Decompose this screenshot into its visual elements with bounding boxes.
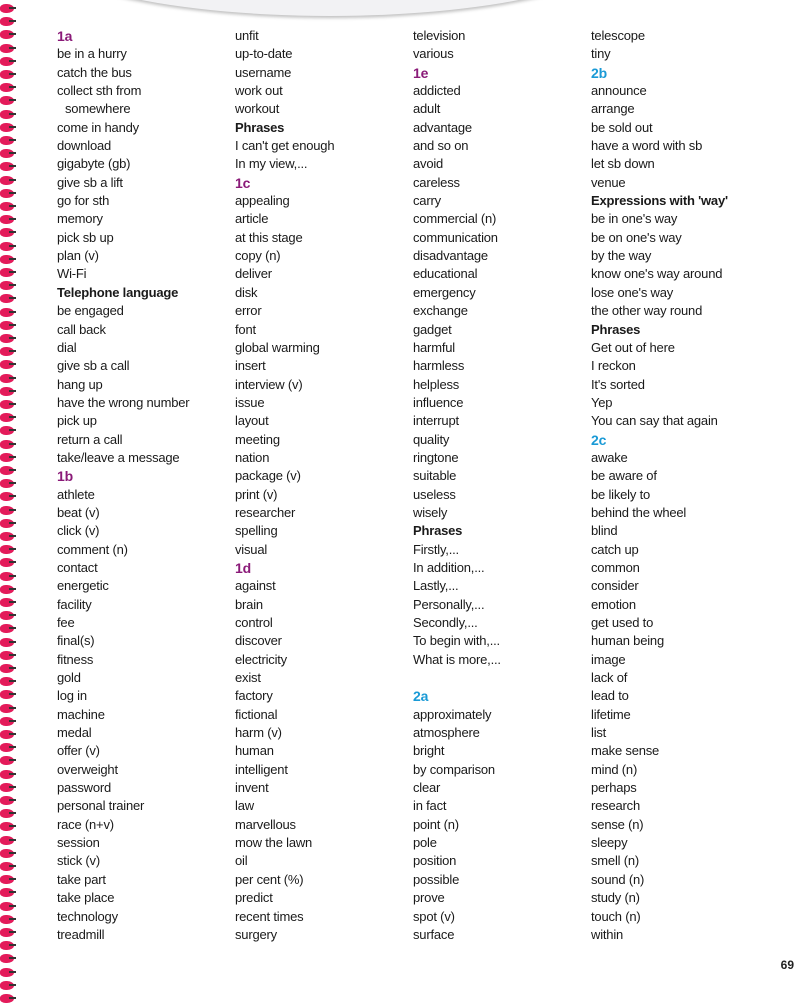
- vocab-entry: print (v): [235, 486, 278, 502]
- binding-ring: [0, 545, 14, 554]
- vocab-entry: athlete: [57, 486, 95, 502]
- binding-ring: [0, 519, 14, 528]
- vocab-entry: give sb a call: [57, 358, 130, 374]
- vocab-entry: pick up: [57, 413, 97, 429]
- vocab-entry: point (n): [413, 816, 459, 832]
- unit-heading: 1b: [57, 468, 73, 485]
- section-heading: Expressions with 'way': [591, 193, 728, 209]
- binding-ring: [0, 598, 14, 607]
- vocab-entry: useless: [413, 486, 456, 502]
- binding-ring: [0, 334, 14, 343]
- binding-ring: [0, 994, 14, 1003]
- vocab-entry: television: [413, 28, 466, 43]
- vocab-entry: ringtone: [413, 449, 459, 465]
- binding-ring: [0, 888, 14, 897]
- vocab-entry: layout: [235, 413, 269, 429]
- vocab-entry: offer (v): [57, 743, 100, 759]
- vocab-entry: sleepy: [591, 835, 628, 851]
- vocab-entry: dial: [57, 339, 77, 355]
- binding-ring: [0, 690, 14, 699]
- unit-heading: 1d: [235, 559, 251, 576]
- vocab-entry: avoid: [413, 156, 444, 172]
- binding-ring: [0, 479, 14, 488]
- vocab-entry: commercial (n): [413, 211, 497, 227]
- binding-ring: [0, 294, 14, 303]
- section-heading: Phrases: [235, 119, 285, 135]
- unit-heading: 1c: [235, 174, 251, 191]
- vocab-entry: arrange: [591, 101, 635, 117]
- vocab-entry: fitness: [57, 651, 94, 667]
- binding-ring: [0, 374, 14, 383]
- vocab-entry: awake: [591, 449, 628, 465]
- binding-ring: [0, 585, 14, 594]
- vocab-entry: bright: [413, 743, 445, 759]
- binding-ring: [0, 968, 14, 977]
- vocab-entry: at this stage: [235, 229, 303, 245]
- binding-ring: [0, 836, 14, 845]
- binding-ring: [0, 30, 14, 39]
- spacer: [413, 669, 588, 687]
- vocab-entry: call back: [57, 321, 106, 337]
- vocab-entry: let sb down: [591, 156, 655, 172]
- vocab-entry: have the wrong number: [57, 394, 190, 410]
- vocab-entry: be aware of: [591, 468, 657, 484]
- vocab-entry: harm (v): [235, 725, 282, 741]
- vocab-entry: return a call: [57, 431, 123, 447]
- vocab-entry: sense (n): [591, 816, 644, 832]
- vocab-entry: influence: [413, 394, 464, 410]
- binding-ring: [0, 281, 14, 290]
- vocab-entry: gigabyte (gb): [57, 156, 131, 172]
- vocab-entry: article: [235, 211, 269, 227]
- vocab-entry: be sold out: [591, 119, 653, 135]
- vocab-entry: be in a hurry: [57, 46, 127, 62]
- vocab-entry: somewhere: [65, 101, 131, 117]
- binding-ring: [0, 123, 14, 132]
- vocab-entry: download: [57, 138, 112, 154]
- binding-ring: [0, 202, 14, 211]
- binding-ring: [0, 215, 14, 224]
- binding-ring: [0, 4, 14, 13]
- binding-ring: [0, 360, 14, 369]
- vocab-entry: be on one's way: [591, 229, 682, 245]
- unit-heading: 2c: [591, 431, 607, 448]
- vocab-entry: perhaps: [591, 780, 637, 796]
- binding-ring: [0, 17, 14, 26]
- vocab-entry: machine: [57, 706, 105, 722]
- vocab-entry: take/leave a message: [57, 449, 180, 465]
- vocab-entry: carry: [413, 193, 441, 209]
- binding-ring: [0, 57, 14, 66]
- vocab-entry: take part: [57, 871, 106, 887]
- vocab-entry: suitable: [413, 468, 457, 484]
- vocab-entry: I can't get enough: [235, 138, 335, 154]
- vocab-entry: insert: [235, 358, 266, 374]
- vocab-entry: educational: [413, 266, 478, 282]
- vocab-entry: recent times: [235, 908, 304, 924]
- vocab-entry: unfit: [235, 28, 259, 43]
- vocab-entry: venue: [591, 174, 626, 190]
- vocab-entry: discover: [235, 633, 282, 649]
- vocab-entry: Yep: [591, 394, 613, 410]
- vocab-entry: emergency: [413, 284, 476, 300]
- binding-ring: [0, 149, 14, 158]
- vocab-entry: workout: [235, 101, 280, 117]
- vocab-entry: What is more,...: [413, 651, 501, 667]
- vocab-entry: work out: [235, 83, 283, 99]
- vocab-entry: by the way: [591, 248, 652, 264]
- vocab-entry: give sb a lift: [57, 174, 123, 190]
- vocab-entry: atmosphere: [413, 725, 480, 741]
- vocab-entry: meeting: [235, 431, 280, 447]
- vocab-entry: intelligent: [235, 761, 288, 777]
- vocab-entry: pole: [413, 835, 437, 851]
- vocab-entry: stick (v): [57, 853, 100, 869]
- vocab-entry: human being: [591, 633, 664, 649]
- vocab-entry: fictional: [235, 706, 278, 722]
- section-heading: Phrases: [413, 523, 463, 539]
- binding-ring: [0, 796, 14, 805]
- vocab-entry: lifetime: [591, 706, 631, 722]
- vocab-entry: make sense: [591, 743, 660, 759]
- vocab-entry: exchange: [413, 303, 468, 319]
- vocab-entry: predict: [235, 890, 273, 906]
- vocab-entry: clear: [413, 780, 441, 796]
- word-list-column-4: [591, 27, 766, 944]
- vocab-entry: pick sb up: [57, 229, 114, 245]
- vocab-entry: various: [413, 46, 454, 62]
- vocab-entry: gold: [57, 670, 81, 686]
- binding-ring: [0, 492, 14, 501]
- binding-ring: [0, 268, 14, 277]
- binding-ring: [0, 849, 14, 858]
- binding-ring: [0, 96, 14, 105]
- vocab-entry: by comparison: [413, 761, 495, 777]
- vocab-entry: image: [591, 651, 626, 667]
- vocab-entry: control: [235, 615, 273, 630]
- binding-ring: [0, 941, 14, 950]
- vocab-entry: lead to: [591, 688, 629, 704]
- binding-ring: [0, 228, 14, 237]
- vocab-entry: personal trainer: [57, 798, 145, 814]
- vocab-entry: facility: [57, 596, 92, 612]
- vocab-entry: announce: [591, 83, 647, 99]
- vocab-entry: package (v): [235, 468, 301, 484]
- binding-ring: [0, 611, 14, 620]
- word-list-column-3: [413, 27, 588, 944]
- vocab-entry: global warming: [235, 339, 320, 355]
- binding-ring: [0, 704, 14, 713]
- vocab-entry: comment (n): [57, 541, 128, 557]
- binding-ring: [0, 426, 14, 435]
- vocab-entry: interrupt: [413, 413, 459, 429]
- section-heading: Phrases: [591, 321, 641, 337]
- binding-ring: [0, 83, 14, 92]
- vocab-entry: the other way round: [591, 303, 703, 319]
- page-number: 69: [780, 958, 794, 972]
- vocab-entry: brain: [235, 596, 263, 612]
- vocab-entry: lack of: [591, 670, 628, 686]
- binding-ring: [0, 255, 14, 264]
- binding-ring: [0, 387, 14, 396]
- vocab-entry: It's sorted: [591, 376, 645, 392]
- vocab-entry: be in one's way: [591, 211, 678, 227]
- vocab-entry: fee: [57, 615, 75, 630]
- vocab-entry: invent: [235, 780, 269, 796]
- binding-ring: [0, 70, 14, 79]
- vocab-entry: harmless: [413, 358, 465, 374]
- vocab-entry: collect sth from: [57, 83, 142, 99]
- vocab-entry: treadmill: [57, 926, 105, 942]
- vocab-entry: careless: [413, 174, 460, 190]
- binding-ring: [0, 638, 14, 647]
- vocab-entry: take place: [57, 890, 115, 906]
- vocab-entry: human: [235, 743, 274, 759]
- vocab-entry: gadget: [413, 321, 452, 337]
- vocab-entry: nation: [235, 449, 270, 465]
- vocab-entry: harmful: [413, 339, 455, 355]
- vocab-entry: marvellous: [235, 816, 296, 832]
- vocab-entry: quality: [413, 431, 450, 447]
- vocab-entry: exist: [235, 670, 261, 686]
- binding-ring: [0, 862, 14, 871]
- vocab-entry: font: [235, 321, 256, 337]
- vocab-entry: log in: [57, 688, 87, 704]
- vocab-entry: spelling: [235, 523, 278, 539]
- vocab-entry: Wi-Fi: [57, 266, 87, 282]
- unit-heading: 1a: [57, 28, 73, 44]
- binding-ring: [0, 440, 14, 449]
- vocab-entry: researcher: [235, 504, 296, 520]
- vocab-entry: within: [591, 926, 624, 942]
- vocab-entry: mow the lawn: [235, 835, 313, 851]
- page-corner-curl: [20, 0, 640, 16]
- vocab-entry: click (v): [57, 523, 100, 539]
- vocab-entry: disadvantage: [413, 248, 488, 264]
- vocab-entry: overweight: [57, 761, 118, 777]
- vocab-entry: race (n+v): [57, 816, 114, 832]
- vocab-entry: behind the wheel: [591, 504, 687, 520]
- word-list-column-1: [57, 27, 232, 944]
- vocab-entry: In addition,...: [413, 559, 485, 575]
- vocab-entry: In my view,...: [235, 156, 308, 172]
- word-list-column-2: [235, 27, 410, 944]
- binding-ring: [0, 466, 14, 475]
- binding-ring: [0, 162, 14, 171]
- vocab-entry: common: [591, 559, 640, 575]
- vocab-entry: catch up: [591, 541, 639, 557]
- vocab-entry: tiny: [591, 46, 611, 62]
- vocab-entry: emotion: [591, 596, 636, 612]
- vocab-entry: addicted: [413, 83, 461, 99]
- vocab-entry: Get out of here: [591, 339, 675, 355]
- vocab-entry: adult: [413, 101, 441, 117]
- vocab-entry: possible: [413, 871, 460, 887]
- vocab-entry: surface: [413, 926, 455, 942]
- vocab-entry: electricity: [235, 651, 287, 667]
- vocab-entry: communication: [413, 229, 498, 245]
- vocab-entry: lose one's way: [591, 284, 674, 300]
- vocab-entry: factory: [235, 688, 273, 704]
- binding-ring: [0, 506, 14, 515]
- binding-ring: [0, 400, 14, 409]
- binding-ring: [0, 176, 14, 185]
- vocab-entry: Personally,...: [413, 596, 485, 612]
- vocab-entry: Lastly,...: [413, 578, 459, 594]
- binding-ring: [0, 730, 14, 739]
- vocab-entry: per cent (%): [235, 871, 304, 887]
- vocab-entry: beat (v): [57, 504, 100, 520]
- binding-ring: [0, 413, 14, 422]
- binding-ring: [0, 717, 14, 726]
- unit-heading: 2a: [413, 688, 429, 705]
- vocab-entry: wisely: [413, 504, 448, 520]
- binding-ring: [0, 347, 14, 356]
- vocab-entry: password: [57, 780, 112, 796]
- vocab-entry: be likely to: [591, 486, 651, 502]
- vocab-entry: list: [591, 725, 607, 741]
- vocab-entry: interview (v): [235, 376, 303, 392]
- binding-ring: [0, 822, 14, 831]
- binding-ring: [0, 677, 14, 686]
- section-heading: Telephone language: [57, 284, 179, 300]
- vocab-entry: energetic: [57, 578, 109, 594]
- vocab-entry: against: [235, 578, 276, 594]
- vocab-entry: Secondly,...: [413, 615, 478, 630]
- vocab-entry: consider: [591, 578, 639, 594]
- vocab-entry: go for sth: [57, 193, 110, 209]
- vocab-entry: smell (n): [591, 853, 640, 869]
- vocab-entry: know one's way around: [591, 266, 723, 282]
- vocab-entry: surgery: [235, 926, 277, 942]
- vocab-entry: To begin with,...: [413, 633, 500, 649]
- binding-ring: [0, 453, 14, 462]
- vocab-entry: copy (n): [235, 248, 281, 264]
- vocab-entry: oil: [235, 853, 248, 869]
- vocab-entry: deliver: [235, 266, 272, 282]
- vocab-entry: Firstly,...: [413, 541, 459, 557]
- binding-ring: [0, 664, 14, 673]
- vocab-entry: visual: [235, 541, 268, 557]
- binding-ring: [0, 44, 14, 53]
- binding-ring: [0, 321, 14, 330]
- vocab-entry: in fact: [413, 798, 447, 814]
- spiral-binding: [0, 0, 20, 1000]
- vocab-entry: get used to: [591, 615, 654, 630]
- binding-ring: [0, 875, 14, 884]
- vocab-entry: appealing: [235, 193, 290, 209]
- binding-ring: [0, 558, 14, 567]
- vocab-entry: position: [413, 853, 457, 869]
- vocab-entry: contact: [57, 559, 98, 575]
- vocab-entry: prove: [413, 890, 445, 906]
- vocab-entry: technology: [57, 908, 118, 924]
- vocab-entry: study (n): [591, 890, 640, 906]
- vocab-entry: I reckon: [591, 358, 636, 374]
- vocab-entry: blind: [591, 523, 618, 539]
- vocab-entry: up-to-date: [235, 46, 293, 62]
- vocab-entry: You can say that again: [591, 413, 718, 429]
- vocab-entry: issue: [235, 394, 265, 410]
- vocab-entry: spot (v): [413, 908, 455, 924]
- vocab-entry: and so on: [413, 138, 469, 154]
- binding-ring: [0, 624, 14, 633]
- binding-ring: [0, 651, 14, 660]
- vocab-entry: disk: [235, 284, 258, 300]
- binding-ring: [0, 783, 14, 792]
- binding-ring: [0, 902, 14, 911]
- binding-ring: [0, 915, 14, 924]
- vocab-entry: session: [57, 835, 100, 851]
- vocab-entry: final(s): [57, 633, 95, 649]
- binding-ring: [0, 308, 14, 317]
- vocab-entry: have a word with sb: [591, 138, 703, 154]
- vocab-entry: helpless: [413, 376, 460, 392]
- vocab-entry: advantage: [413, 119, 472, 135]
- vocab-entry: memory: [57, 211, 103, 227]
- unit-heading: 2b: [591, 64, 607, 81]
- binding-ring: [0, 981, 14, 990]
- binding-ring: [0, 743, 14, 752]
- vocab-entry: telescope: [591, 28, 645, 43]
- vocab-entry: touch (n): [591, 908, 641, 924]
- vocab-entry: be engaged: [57, 303, 124, 319]
- vocab-entry: research: [591, 798, 640, 814]
- binding-ring: [0, 928, 14, 937]
- vocab-entry: catch the bus: [57, 64, 132, 80]
- vocab-entry: come in handy: [57, 119, 139, 135]
- vocab-entry: medal: [57, 725, 92, 741]
- binding-ring: [0, 110, 14, 119]
- unit-heading: 1e: [413, 64, 429, 81]
- vocab-entry: error: [235, 303, 262, 319]
- binding-ring: [0, 809, 14, 818]
- vocab-entry: plan (v): [57, 248, 99, 264]
- binding-ring: [0, 532, 14, 541]
- vocab-entry: law: [235, 798, 254, 814]
- binding-ring: [0, 136, 14, 145]
- binding-ring: [0, 954, 14, 963]
- binding-ring: [0, 756, 14, 765]
- binding-ring: [0, 572, 14, 581]
- binding-ring: [0, 242, 14, 251]
- vocab-entry: mind (n): [591, 761, 638, 777]
- binding-ring: [0, 770, 14, 779]
- vocab-entry: sound (n): [591, 871, 645, 887]
- vocab-entry: approximately: [413, 706, 492, 722]
- vocab-entry: hang up: [57, 376, 103, 392]
- vocab-entry: username: [235, 64, 292, 80]
- binding-ring: [0, 189, 14, 198]
